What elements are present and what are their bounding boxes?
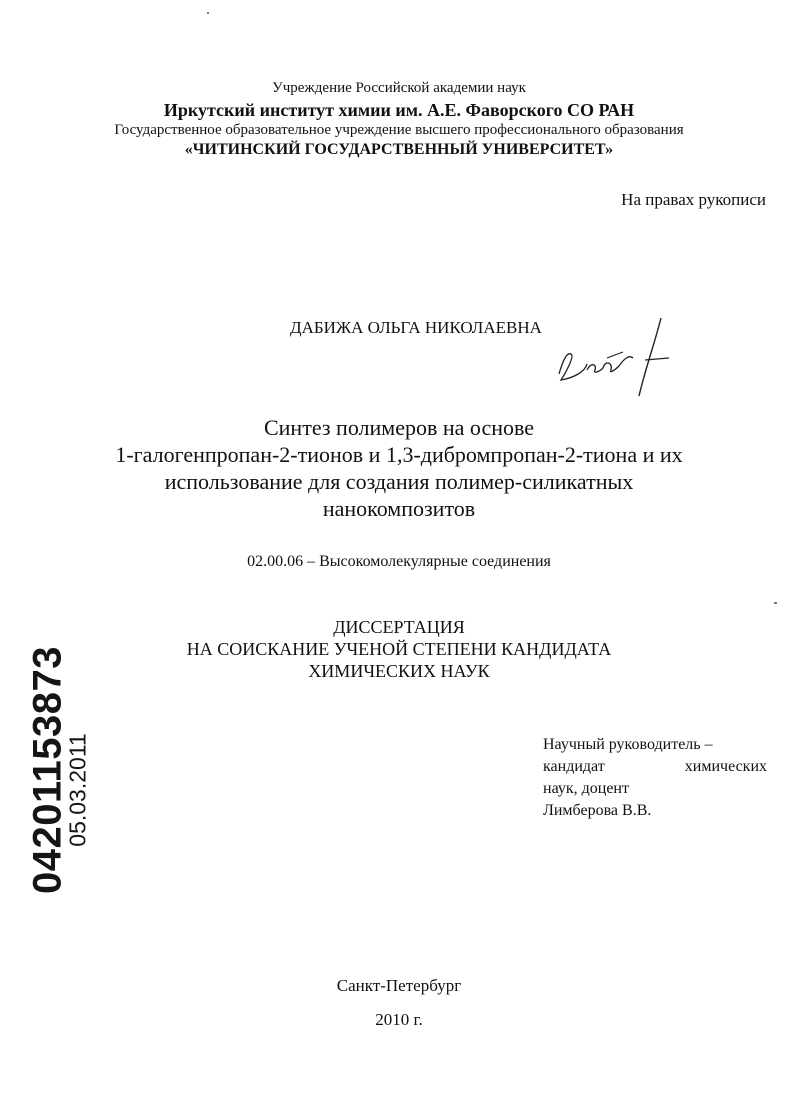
- dissertation-line-3: ХИМИЧЕСКИХ НАУК: [308, 661, 490, 681]
- title-line-1: Синтез полимеров на основе: [263, 415, 534, 440]
- title-line-3: использование для создания полимер-силикатных: [164, 469, 634, 494]
- supervisor-degree-word-2: химических: [684, 758, 767, 775]
- year: 2010 г.: [375, 1010, 423, 1029]
- specialty-code: 02.00.06 – Высокомолекулярные соединения: [247, 553, 551, 570]
- author-name: ДАБИЖА ОЛЬГА НИКОЛАЕВНА: [290, 318, 542, 337]
- library-stamp-number: 04201153873: [25, 646, 70, 894]
- university-name: «ЧИТИНСКИЙ ГОСУДАРСТВЕННЫЙ УНИВЕРСИТЕТ»: [184, 141, 614, 158]
- institution-line-1: Учреждение Российской академии наук: [272, 80, 526, 96]
- supervisor-label: Научный руководитель –: [543, 736, 713, 753]
- library-stamp-date: 05.03.2011: [64, 733, 91, 847]
- city: Санкт-Петербург: [336, 976, 462, 995]
- signature-mark: [553, 312, 673, 402]
- supervisor-block: [543, 734, 767, 822]
- supervisor-degree-row: [543, 756, 767, 778]
- institution-line-2: Иркутский институт химии им. А.Е. Фаворского СО РАН: [163, 100, 635, 120]
- manuscript-rights-note: На правах рукописи: [621, 190, 766, 209]
- scan-speck: [774, 602, 777, 604]
- scan-speck: [207, 12, 209, 14]
- institution-line-3: Государственное образовательное учреждение высшего профессионального образования: [114, 122, 684, 138]
- supervisor-degree-word-1: кандидат: [543, 758, 605, 775]
- dissertation-line-1: ДИССЕРТАЦИЯ: [333, 617, 465, 637]
- supervisor-title: наук, доцент: [543, 780, 629, 797]
- title-line-2: 1-галогенпропан-2-тионов и 1,3-дибромпропан-2-тиона и их: [115, 442, 683, 467]
- supervisor-name: Лимберова В.В.: [543, 802, 652, 819]
- title-line-4: нанокомпозитов: [322, 496, 476, 521]
- dissertation-line-2: НА СОИСКАНИЕ УЧЕНОЙ СТЕПЕНИ КАНДИДАТА: [186, 639, 612, 659]
